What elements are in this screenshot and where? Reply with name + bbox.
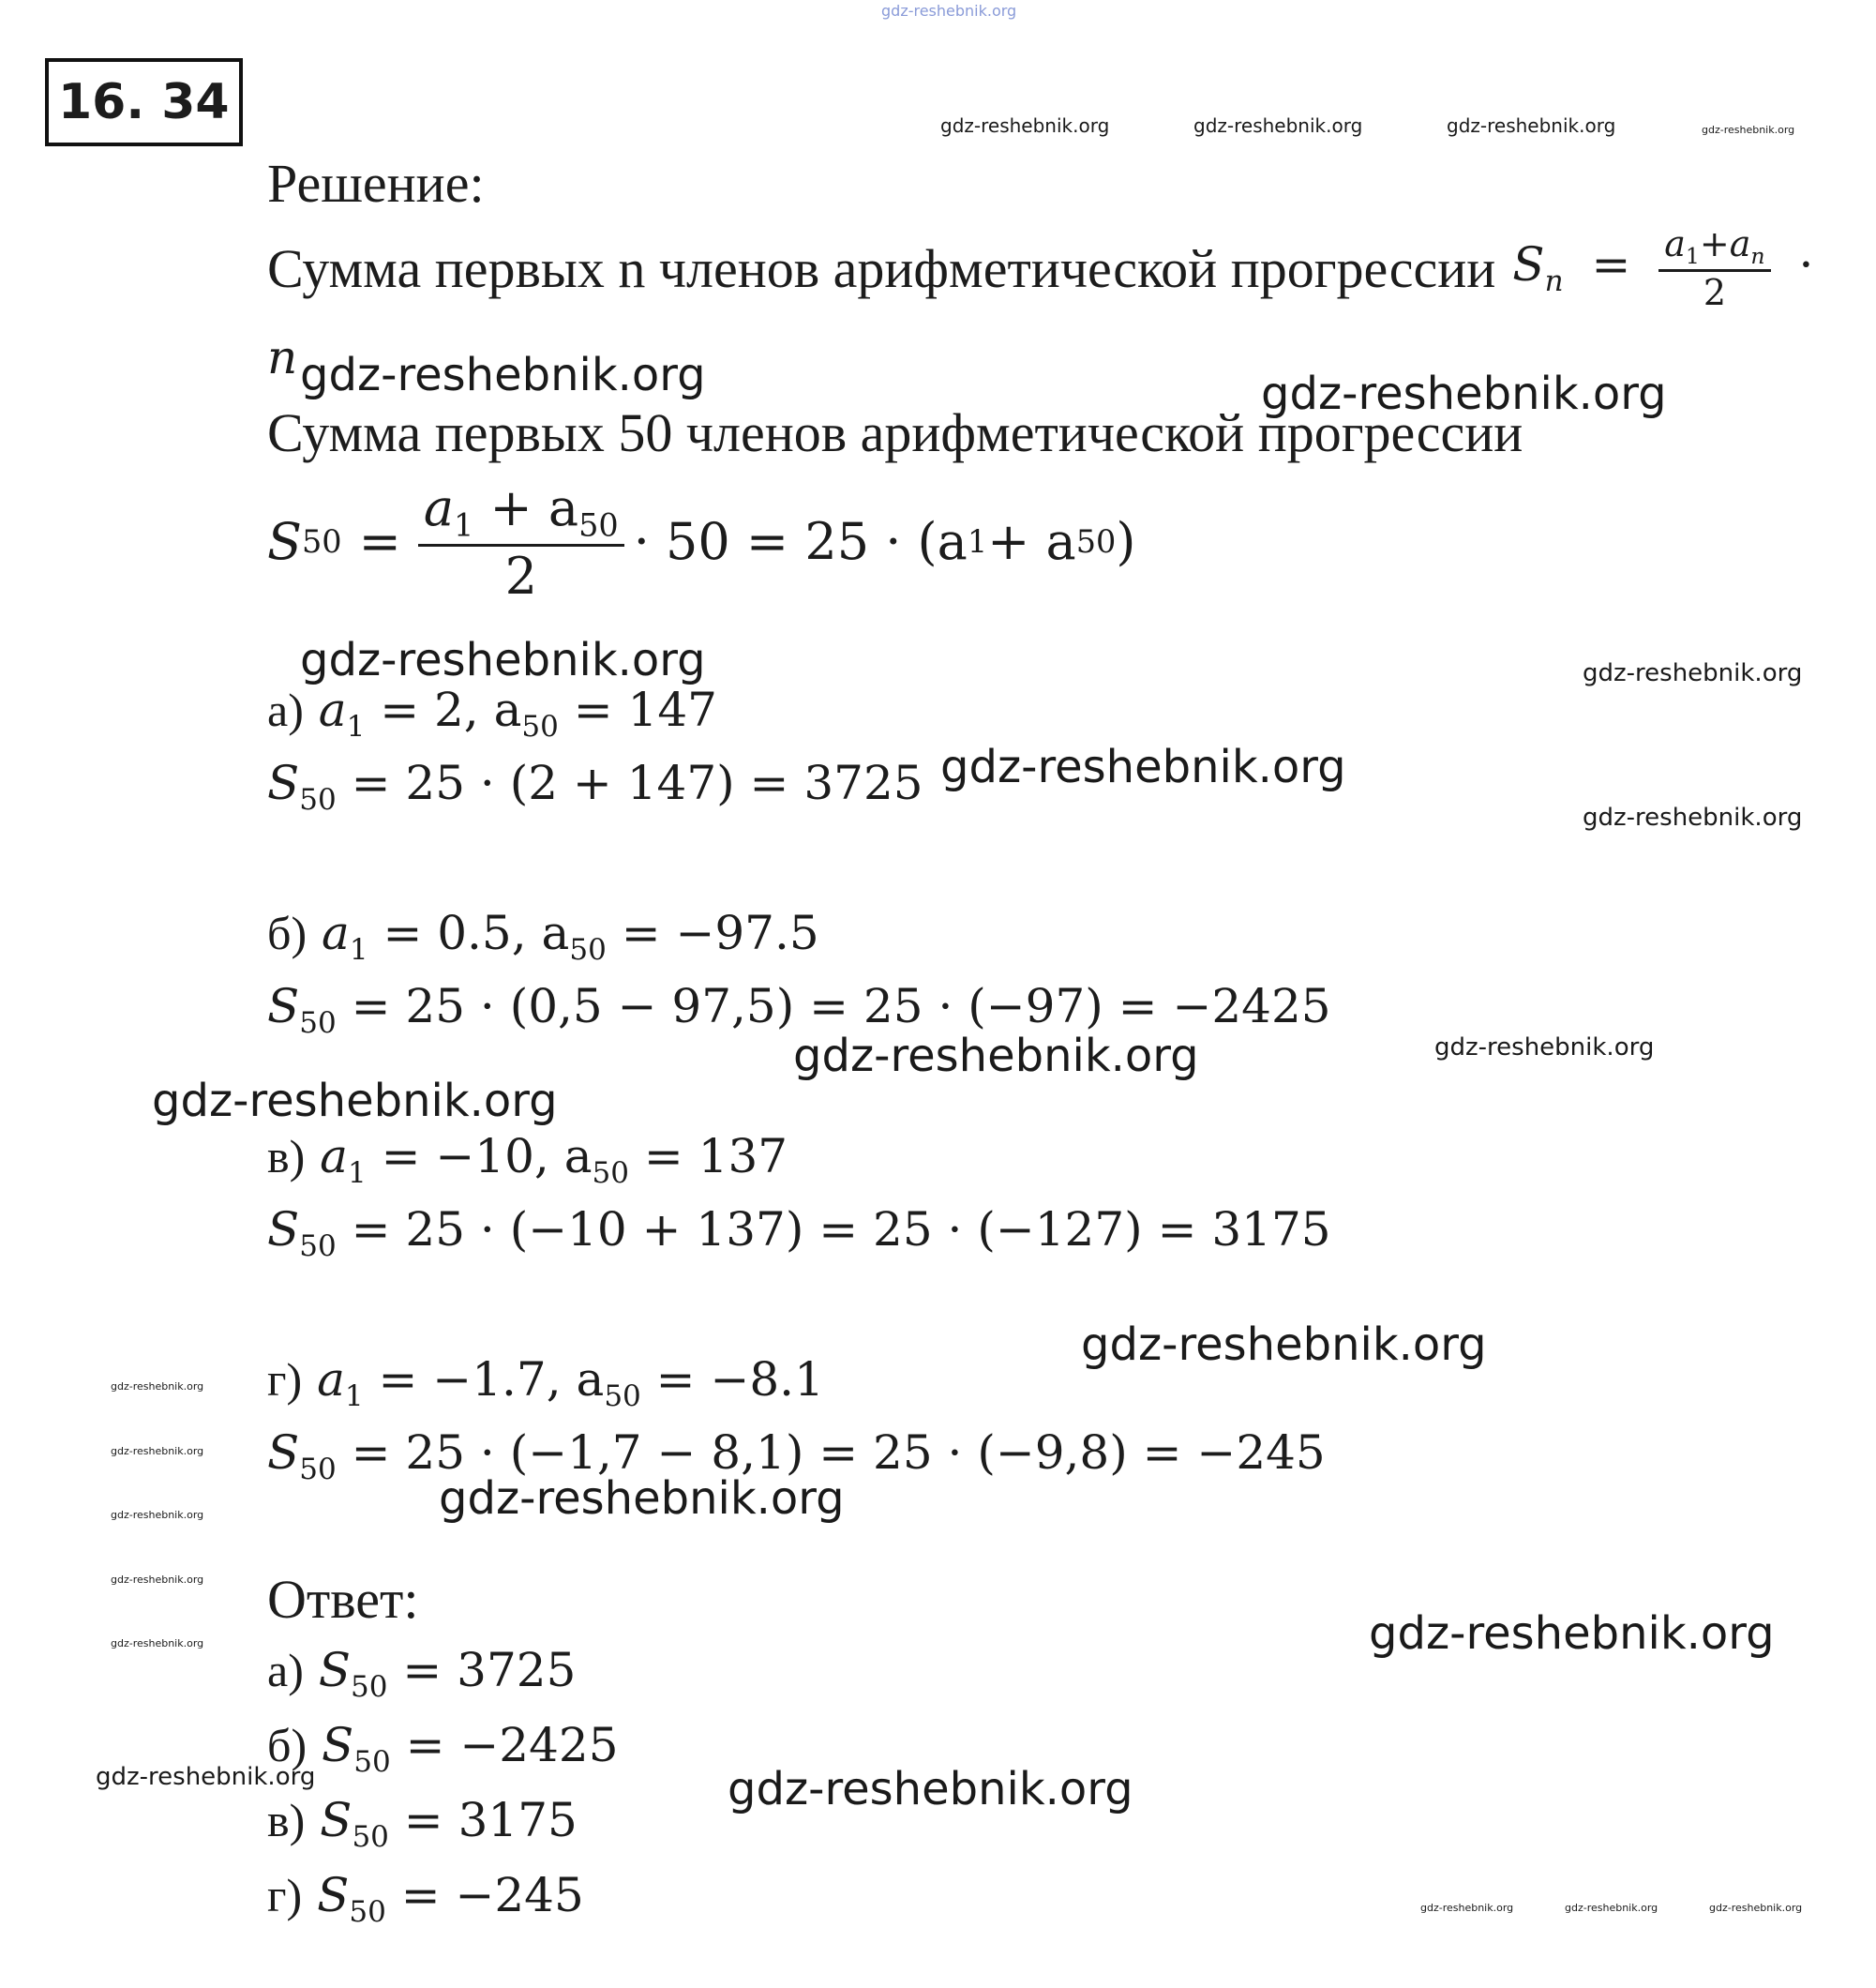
watermark: gdz-reshebnik.org xyxy=(96,1763,316,1791)
part-a-sum: $S_{50} = 25 \cdot (2 + 147) = 3725$ xyxy=(267,756,923,817)
problem-number: 16. 34 xyxy=(58,74,230,130)
watermark: gdz-reshebnik.org xyxy=(1709,1902,1803,1914)
answer-g: г) $S_{50} = -245$ xyxy=(267,1868,584,1929)
watermark: gdz-reshebnik.org xyxy=(152,1075,558,1127)
part-a-given: а) $a_1 = 2$, $a_{50} = 147$ xyxy=(267,683,717,744)
intro-formula: $S_n$ = $\frac{a_1+a_n}{2}$ · xyxy=(1512,223,1814,314)
watermark: gdz-reshebnik.org xyxy=(1369,1607,1775,1660)
sum50-text: Сумма первых 50 членов арифметической прогрессии xyxy=(267,402,1523,463)
part-g-sum: $S_{50} = 25 \cdot (-1,7 - 8,1) = 25 \cdot (-9,8) = -245$ xyxy=(267,1425,1326,1486)
watermark: gdz-reshebnik.org xyxy=(1583,804,1803,832)
watermark: gdz-reshebnik.org xyxy=(1565,1902,1658,1914)
part-g-given: г) $a_1 = -1.7$, $a_{50} = -8.1$ xyxy=(267,1352,824,1413)
watermark: gdz-reshebnik.org xyxy=(1261,368,1667,420)
watermark-top: gdz-reshebnik.org xyxy=(881,2,1017,20)
watermark: gdz-reshebnik.org xyxy=(1420,1902,1514,1914)
intro-line xyxy=(267,223,1813,313)
intro-text: Сумма первых n членов арифметической прогрессии xyxy=(267,237,1496,299)
watermark: gdz-reshebnik.org xyxy=(111,1509,204,1521)
watermark: gdz-reshebnik.org xyxy=(1447,114,1616,137)
part-v-sum: $S_{50} = 25 \cdot (-10 + 137) = 25 \cdot (-127) = 3175$ xyxy=(267,1202,1331,1263)
part-v-given: в) $a_1 = -10$, $a_{50} = 137$ xyxy=(267,1129,788,1190)
watermark: gdz-reshebnik.org xyxy=(111,1380,204,1393)
watermark: gdz-reshebnik.org xyxy=(111,1445,204,1457)
watermark: gdz-reshebnik.org xyxy=(940,741,1346,793)
watermark: gdz-reshebnik.org xyxy=(1081,1318,1487,1371)
watermark: gdz-reshebnik.org xyxy=(111,1574,204,1586)
answer-heading: Ответ: xyxy=(267,1569,419,1630)
main-formula: S 50 = $\frac{a_1 + a_{50}}{2}$ · 50 = 25 · (a 1 + a 50 ) xyxy=(267,478,1136,606)
answer-b: б) $S_{50} = -2425$ xyxy=(267,1718,619,1779)
watermark: gdz-reshebnik.org xyxy=(1702,124,1795,136)
intro-n: n xyxy=(267,330,298,384)
watermark: gdz-reshebnik.org xyxy=(940,114,1110,137)
answer-a: а) $S_{50} = 3725$ xyxy=(267,1643,577,1704)
watermark: gdz-reshebnik.org xyxy=(300,349,706,401)
solution-heading: Решение: xyxy=(267,153,485,214)
answer-v: в) $S_{50} = 3175$ xyxy=(267,1793,578,1854)
watermark: gdz-reshebnik.org xyxy=(1434,1033,1655,1062)
part-b-sum: $S_{50} = 25 \cdot (0,5 - 97,5) = 25 \cdot (-97) = -2425$ xyxy=(267,979,1331,1040)
watermark: gdz-reshebnik.org xyxy=(111,1637,204,1649)
watermark: gdz-reshebnik.org xyxy=(793,1030,1199,1082)
problem-number-box xyxy=(45,58,243,146)
watermark: gdz-reshebnik.org xyxy=(1583,659,1803,687)
watermark: gdz-reshebnik.org xyxy=(439,1472,845,1525)
watermark: gdz-reshebnik.org xyxy=(1193,114,1363,137)
part-b-given: б) $a_1 = 0.5$, $a_{50} = -97.5$ xyxy=(267,906,819,967)
watermark: gdz-reshebnik.org xyxy=(300,634,706,686)
watermark: gdz-reshebnik.org xyxy=(728,1763,1133,1815)
